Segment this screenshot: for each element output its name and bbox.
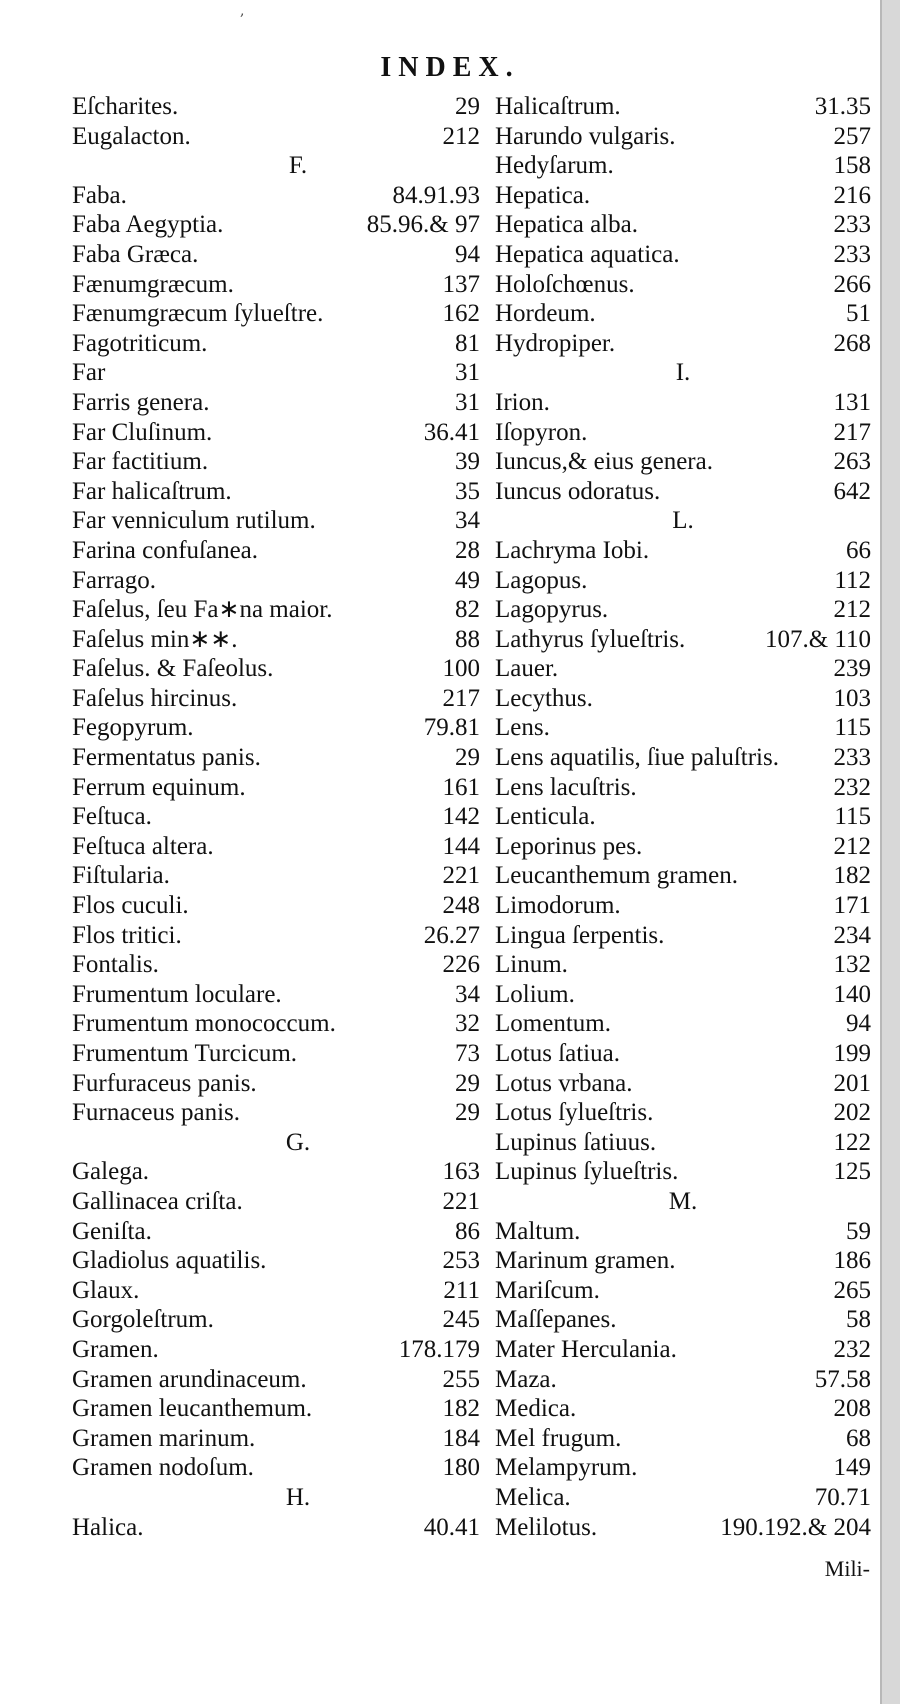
entry-name: Feſtuca altera.	[72, 832, 214, 860]
entry-page: 57.58	[814, 1365, 871, 1393]
entry-page: 137	[442, 270, 480, 298]
index-entry	[72, 506, 480, 536]
index-entry	[495, 1483, 871, 1513]
index-entry	[72, 358, 480, 388]
entry-page: 263	[833, 448, 871, 476]
index-entry	[72, 1009, 480, 1039]
index-entry	[72, 654, 480, 684]
entry-page: 232	[833, 1335, 871, 1363]
entry-name: Glaux.	[72, 1276, 140, 1304]
index-entry	[72, 92, 480, 122]
entry-page: 217	[442, 684, 480, 712]
entry-page: 180	[442, 1454, 480, 1482]
entry-page: 82	[455, 596, 480, 624]
entry-name: Leporinus pes.	[495, 832, 643, 860]
index-entry	[495, 1128, 871, 1158]
index-entry	[495, 743, 871, 773]
entry-name: Flos cuculi.	[72, 892, 189, 920]
entry-page: 34	[455, 980, 480, 1008]
entry-page: 140	[833, 980, 871, 1008]
entry-page: 171	[833, 892, 871, 920]
index-entry	[72, 1157, 480, 1187]
entry-page: 248	[442, 892, 480, 920]
entry-page: 107.& 110	[764, 625, 871, 653]
entry-page: 221	[442, 1187, 480, 1215]
entry-page: 190.192.& 204	[720, 1513, 871, 1541]
index-entry	[72, 861, 480, 891]
entry-name: Gallinacea criſta.	[72, 1187, 243, 1215]
entry-page: 233	[833, 211, 871, 239]
entry-page: 29	[455, 744, 480, 772]
index-entry	[495, 329, 871, 359]
entry-name: Lenticula.	[495, 803, 596, 831]
index-entry	[72, 1305, 480, 1335]
index-entry	[72, 1424, 480, 1454]
entry-page: 29	[455, 1069, 480, 1097]
index-entry	[495, 536, 871, 566]
entry-name: Lens aquatilis, ſiue paluſtris.	[495, 744, 779, 772]
entry-name: Farina confuſanea.	[72, 536, 259, 564]
section-letter: H.	[285, 1483, 311, 1511]
entry-name: Eugalacton.	[72, 122, 191, 150]
entry-page: 32	[455, 1010, 480, 1038]
index-entry	[72, 1098, 480, 1128]
entry-page: 184	[442, 1424, 480, 1452]
entry-page: 100	[442, 655, 480, 683]
index-entry	[72, 891, 480, 921]
entry-page: 239	[833, 655, 871, 683]
entry-name: Irion.	[495, 388, 550, 416]
index-entry	[72, 566, 480, 596]
entry-name: Faſelus, ſeu Fa∗na maior.	[72, 596, 333, 624]
entry-page: 103	[833, 684, 871, 712]
entry-page: 29	[455, 93, 480, 120]
index-entry	[495, 684, 871, 714]
entry-page: 212	[442, 122, 480, 150]
index-entry	[72, 1513, 480, 1543]
section-letter: L.	[672, 507, 694, 535]
entry-name: Hepatica aquatica.	[495, 240, 680, 268]
index-entry	[72, 595, 480, 625]
index-entry	[72, 684, 480, 714]
entry-page: 36.41	[423, 418, 480, 446]
index-entry	[495, 1453, 871, 1483]
entry-page: 266	[833, 270, 871, 298]
entry-name: Farrago.	[72, 566, 156, 594]
entry-page: 58	[846, 1306, 871, 1334]
entry-page: 265	[833, 1276, 871, 1304]
entry-name: Melampyrum.	[495, 1454, 638, 1482]
index-entry	[495, 625, 871, 655]
entry-name: Linum.	[495, 951, 568, 979]
index-entry	[495, 1217, 871, 1247]
entry-page: 85.96.& 97	[366, 211, 480, 239]
entry-name: Lecythus.	[495, 684, 593, 712]
index-entry	[72, 1246, 480, 1276]
index-entry	[495, 1039, 871, 1069]
entry-name: Faba Aegyptia.	[72, 211, 224, 239]
index-entry	[495, 950, 871, 980]
entry-name: Maltum.	[495, 1217, 581, 1245]
section-letter: F.	[288, 152, 308, 180]
index-entry	[495, 447, 871, 477]
index-entry	[72, 713, 480, 743]
entry-page: 268	[833, 329, 871, 357]
section-letter: I.	[675, 359, 691, 387]
entry-name: Melilotus.	[495, 1513, 598, 1541]
index-entry	[495, 181, 871, 211]
entry-page: 122	[833, 1128, 871, 1156]
index-entry	[495, 1009, 871, 1039]
entry-page: 226	[442, 951, 480, 979]
index-entry	[72, 536, 480, 566]
index-entry	[72, 329, 480, 359]
entry-name: Frumentum loculare.	[72, 980, 282, 1008]
index-entry	[495, 802, 871, 832]
entry-name: Faba.	[72, 181, 127, 209]
entry-name: Geniſta.	[72, 1217, 152, 1245]
index-entry	[495, 861, 871, 891]
index-entry	[495, 1513, 871, 1543]
entry-name: Lupinus ſatiuus.	[495, 1128, 657, 1156]
entry-page: 186	[833, 1247, 871, 1275]
index-entry	[72, 418, 480, 448]
entry-page: 199	[833, 1040, 871, 1067]
entry-page: 73	[455, 1040, 480, 1067]
index-entry	[495, 1098, 871, 1128]
index-entry	[495, 1365, 871, 1395]
entry-page: 162	[442, 300, 480, 328]
entry-page: 125	[833, 1158, 871, 1186]
index-entry	[495, 832, 871, 862]
entry-name: Iſopyron.	[495, 418, 588, 446]
entry-name: Galega.	[72, 1158, 150, 1186]
index-entry	[495, 654, 871, 684]
entry-name: Halicaſtrum.	[495, 93, 621, 120]
entry-page: 31	[455, 388, 480, 416]
entry-name: Lolium.	[495, 980, 575, 1008]
entry-page: 216	[833, 181, 871, 209]
entry-page: 40.41	[423, 1513, 480, 1541]
index-entry	[495, 980, 871, 1010]
entry-page: 79.81	[423, 714, 480, 742]
index-entry	[495, 1276, 871, 1306]
index-entry	[72, 625, 480, 655]
entry-name: Gorgoleſtrum.	[72, 1306, 214, 1334]
index-entry	[72, 1335, 480, 1365]
entry-name: Hedyſarum.	[495, 152, 614, 180]
entry-name: Far venniculum rutilum.	[72, 507, 316, 535]
entry-name: Lupinus ſylueſtris.	[495, 1158, 679, 1186]
entry-name: Gramen arundinaceum.	[72, 1365, 307, 1393]
entry-page: 144	[442, 832, 480, 860]
entry-name: Mariſcum.	[495, 1276, 600, 1304]
index-entry	[495, 566, 871, 596]
left-index-column	[72, 92, 480, 1542]
index-entry	[495, 151, 871, 181]
entry-page: 234	[833, 921, 871, 949]
entry-page: 233	[833, 240, 871, 268]
entry-page: 49	[455, 566, 480, 594]
index-entry	[495, 1335, 871, 1365]
index-entry	[495, 891, 871, 921]
index-entry	[72, 980, 480, 1010]
entry-page: 34	[455, 507, 480, 535]
entry-name: Flos tritici.	[72, 921, 182, 949]
index-entry	[495, 418, 871, 448]
entry-page: 26.27	[423, 921, 480, 949]
entry-name: Melica.	[495, 1483, 571, 1511]
entry-page: 642	[833, 477, 871, 505]
entry-name: Frumentum monococcum.	[72, 1010, 336, 1038]
catchword: Mili-	[824, 1556, 870, 1581]
entry-name: Feſtuca.	[72, 803, 152, 831]
entry-name: Far halicaſtrum.	[72, 477, 232, 505]
entry-page: 178.179	[398, 1335, 480, 1363]
entry-name: Far Cluſinum.	[72, 418, 213, 446]
entry-page: 51	[846, 300, 871, 328]
index-entry	[72, 210, 480, 240]
entry-page: 86	[455, 1217, 480, 1245]
index-entry	[72, 1365, 480, 1395]
index-entry	[72, 1276, 480, 1306]
entry-name: Lachryma Iobi.	[495, 536, 650, 564]
entry-name: Lingua ſerpentis.	[495, 921, 665, 949]
index-entry	[72, 1187, 480, 1217]
margin-mark: ,	[240, 3, 245, 19]
entry-name: Lotus vrbana.	[495, 1069, 633, 1097]
index-entry	[72, 832, 480, 862]
entry-name: Faſelus hircinus.	[72, 684, 238, 712]
entry-page: 212	[833, 832, 871, 860]
index-entry	[72, 240, 480, 270]
index-entry	[495, 240, 871, 270]
entry-name: Leucanthemum gramen.	[495, 862, 738, 890]
index-entry	[495, 210, 871, 240]
entry-name: Gramen marinum.	[72, 1424, 256, 1452]
index-entry	[72, 1069, 480, 1099]
entry-page: 29	[455, 1099, 480, 1127]
entry-name: Fegopyrum.	[72, 714, 194, 742]
entry-name: Farris genera.	[72, 388, 210, 416]
index-entry	[72, 1394, 480, 1424]
entry-page: 66	[846, 536, 871, 564]
entry-name: Faba Græca.	[72, 240, 199, 268]
index-entry	[495, 1394, 871, 1424]
entry-name: Iuncus odoratus.	[495, 477, 661, 505]
entry-name: Fiſtularia.	[72, 862, 170, 890]
entry-page: 115	[834, 803, 871, 831]
entry-name: Lomentum.	[495, 1010, 611, 1038]
index-entry	[72, 1453, 480, 1483]
entry-page: 211	[443, 1276, 480, 1304]
index-entry	[72, 743, 480, 773]
entry-page: 202	[833, 1099, 871, 1127]
index-entry	[72, 802, 480, 832]
entry-name: Medica.	[495, 1395, 577, 1423]
entry-name: Fænumgræcum ſylueſtre.	[72, 300, 324, 328]
index-entry	[72, 477, 480, 507]
entry-page: 31	[455, 359, 480, 387]
entry-page: 208	[833, 1395, 871, 1423]
entry-name: Faſelus min∗∗.	[72, 625, 238, 653]
entry-page: 182	[442, 1395, 480, 1423]
entry-page: 163	[442, 1158, 480, 1186]
right-index-column	[495, 92, 871, 1542]
entry-page: 182	[833, 862, 871, 890]
entry-name: Halica.	[72, 1513, 144, 1541]
entry-name: Frumentum Turcicum.	[72, 1040, 298, 1067]
entry-page: 255	[442, 1365, 480, 1393]
entry-name: Harundo vulgaris.	[495, 122, 676, 150]
entry-name: Lotus ſylueſtris.	[495, 1099, 654, 1127]
entry-name: Faſelus. & Faſeolus.	[72, 655, 274, 683]
entry-page: 28	[455, 536, 480, 564]
index-entry	[72, 447, 480, 477]
entry-name: Limodorum.	[495, 892, 621, 920]
entry-name: Hepatica alba.	[495, 211, 638, 239]
index-entry	[495, 92, 871, 122]
entry-name: Lagopus.	[495, 566, 588, 594]
entry-page: 212	[833, 596, 871, 624]
index-entry	[72, 1039, 480, 1069]
index-entry	[495, 270, 871, 300]
index-entry	[495, 921, 871, 951]
index-entry	[72, 270, 480, 300]
index-entry	[495, 388, 871, 418]
entry-name: Mel frugum.	[495, 1424, 622, 1452]
entry-page: 84.91.93	[392, 181, 480, 209]
entry-page: 158	[833, 152, 871, 180]
entry-name: Lotus ſatiua.	[495, 1040, 620, 1067]
index-entry	[495, 1305, 871, 1335]
entry-page: 94	[846, 1010, 871, 1038]
index-entry	[72, 181, 480, 211]
entry-page: 245	[442, 1306, 480, 1334]
entry-name: Far	[72, 359, 106, 387]
entry-page: 70.71	[814, 1483, 871, 1511]
entry-page: 131	[833, 388, 871, 416]
entry-name: Furnaceus panis.	[72, 1099, 241, 1127]
entry-name: Fermentatus panis.	[72, 744, 261, 772]
entry-name: Lagopyrus.	[495, 596, 609, 624]
index-entry	[72, 388, 480, 418]
index-entry	[495, 713, 871, 743]
entry-page: 39	[455, 448, 480, 476]
entry-page: 217	[833, 418, 871, 446]
index-entry	[495, 1157, 871, 1187]
index-entry	[72, 921, 480, 951]
entry-name: Mater Herculania.	[495, 1335, 677, 1363]
entry-name: Maſſepanes.	[495, 1306, 617, 1334]
entry-name: Hepatica.	[495, 181, 591, 209]
entry-page: 59	[846, 1217, 871, 1245]
index-entry	[495, 1424, 871, 1454]
entry-name: Gladiolus aquatilis.	[72, 1247, 267, 1275]
entry-name: Marinum gramen.	[495, 1247, 676, 1275]
entry-name: Ferrum equinum.	[72, 773, 246, 801]
index-entry	[72, 773, 480, 803]
entry-page: 35	[455, 477, 480, 505]
entry-name: Gramen leucanthemum.	[72, 1395, 313, 1423]
entry-page: 31.35	[814, 93, 871, 120]
entry-name: Far factitium.	[72, 448, 209, 476]
entry-page: 88	[455, 625, 480, 653]
entry-name: Eſcharites.	[72, 93, 179, 120]
entry-name: Lauer.	[495, 655, 559, 683]
entry-name: Fænumgræcum.	[72, 270, 234, 298]
entry-name: Gramen.	[72, 1335, 159, 1363]
entry-page: 257	[833, 122, 871, 150]
entry-page: 115	[834, 714, 871, 742]
entry-page: 81	[455, 329, 480, 357]
entry-page: 232	[833, 773, 871, 801]
entry-name: Lens.	[495, 714, 550, 742]
entry-name: Gramen nodoſum.	[72, 1454, 254, 1482]
entry-name: Fontalis.	[72, 951, 159, 979]
entry-page: 142	[442, 803, 480, 831]
entry-name: Furfuraceus panis.	[72, 1069, 257, 1097]
index-entry	[495, 773, 871, 803]
index-entry	[72, 1217, 480, 1247]
index-entry	[495, 122, 871, 152]
entry-page: 112	[834, 566, 871, 594]
index-entry	[495, 1069, 871, 1099]
page-title: INDEX.	[380, 52, 520, 83]
entry-name: Hydropiper.	[495, 329, 616, 357]
entry-page: 132	[833, 951, 871, 979]
entry-page: 68	[846, 1424, 871, 1452]
index-entry	[495, 299, 871, 329]
index-entry	[495, 1246, 871, 1276]
index-entry	[495, 477, 871, 507]
entry-name: Maza.	[495, 1365, 557, 1393]
entry-name: Lens lacuſtris.	[495, 773, 637, 801]
entry-page: 233	[833, 744, 871, 772]
index-entry	[72, 299, 480, 329]
index-entry	[72, 950, 480, 980]
entry-page: 253	[442, 1247, 480, 1275]
section-letter: M.	[668, 1187, 698, 1215]
entry-name: Holoſchœnus.	[495, 270, 635, 298]
entry-page: 94	[455, 240, 480, 268]
entry-page: 149	[833, 1454, 871, 1482]
page-edge	[880, 0, 900, 1704]
entry-page: 201	[833, 1069, 871, 1097]
index-entry	[72, 122, 480, 152]
entry-page: 221	[442, 862, 480, 890]
section-letter: G.	[285, 1128, 311, 1156]
entry-name: Iuncus,& eius genera.	[495, 448, 713, 476]
entry-name: Hordeum.	[495, 300, 596, 328]
index-entry	[495, 595, 871, 625]
entry-page: 161	[442, 773, 480, 801]
entry-name: Fagotriticum.	[72, 329, 208, 357]
entry-name: Lathyrus ſylueſtris.	[495, 625, 686, 653]
